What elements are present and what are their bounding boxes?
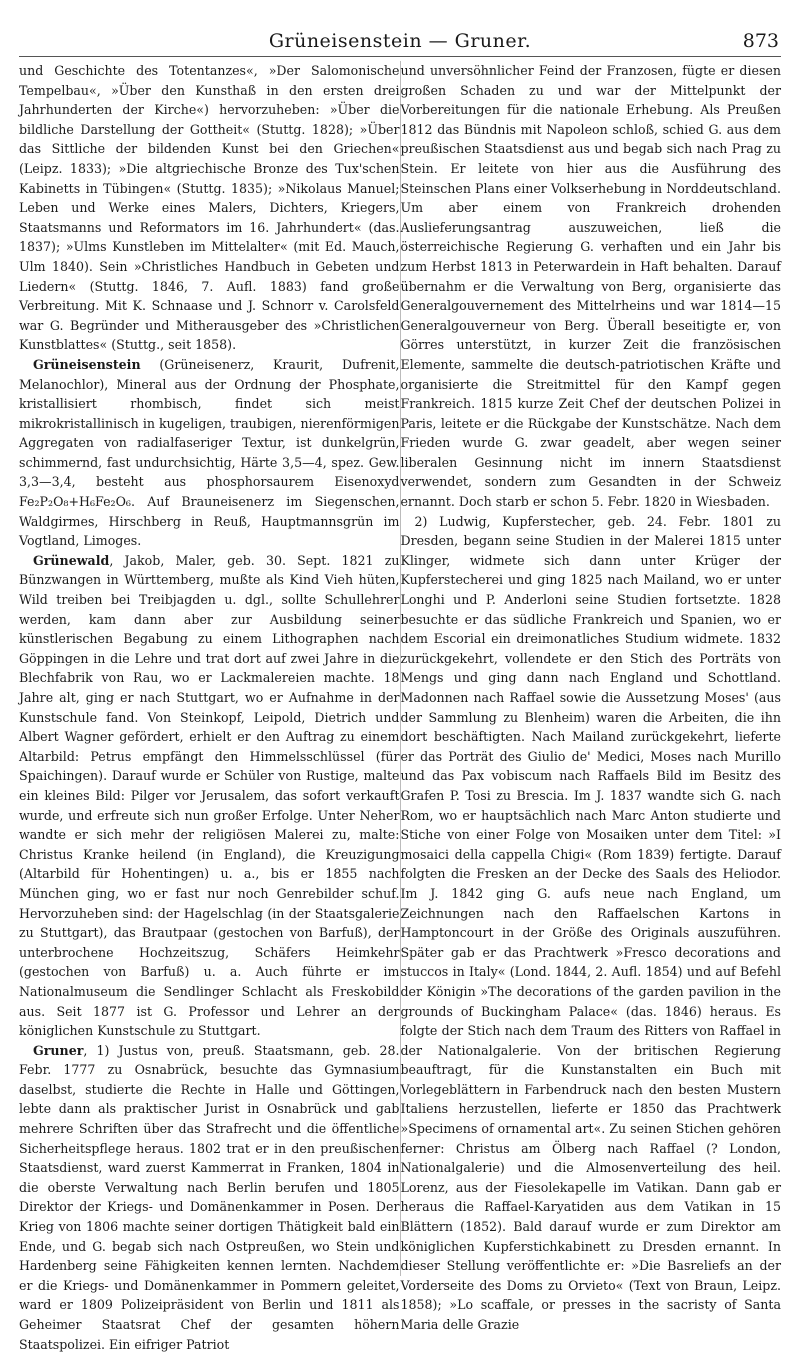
- entry-continuation: und Geschichte des Totentanzes«, »Der Salomonische Tempelbau«, »Über den Kunsthaß in den ersten drei Jahrhunderten der Kirche«) hervorzuheben: »Über die bildliche Darstellung der Gottheit« (Stuttg. 1828); »Über das Sittliche der bildenden Kunst bei den Griechen« (Leipz. 1833); »Die altgriechische Bronze des Tux'schen Kabinetts in Tübingen« (Stuttg. 1835); »Nikolaus Manuel; Leben und Werke eines Malers, Dichters, Kriegers, Staatsmanns und Reformators im 16. Jahrhundert« (das. 1837); »Ulms Kunstleben im Mittelalter« (mit Ed. Mauch, Ulm 1840). Sein »Christliches Handbuch in Gebeten und Liedern« (Stuttg. 1846, 7. Aufl. 1883) fand große Verbreitung. Mit K. Schnaase und J. Schnorr v. Carolsfeld war G. Begründer und Mitherausgeber des »Christlichen Kunstblattes« (Stuttg., seit 1858).: [19, 63, 400, 353]
- running-title: Grüneisenstein — Gruner.: [268, 30, 532, 52]
- entry-gruenewald: [19, 551, 400, 1041]
- entry-body: , 1) Justus von, preuß. Staatsmann, geb. 28. Febr. 1777 zu Osnabrück, besuchte das Gymnasium daselbst, studierte die Rechte in Halle und Göttingen, lebte dann als praktischer Jurist in Osnabrück und gab mehrere Schriften über das Strafrecht und die öffentliche Sicherheitspflege heraus. 1802 trat er in den preußischen Staatsdienst, ward zuerst Kammerrat in Franken, 1804 in die oberste Verwaltung nach Berlin berufen und 1805 Direktor der Kriegs- und Domänenkammer in Posen. Der Krieg von 1806 machte seiner dortigen Thätigkeit bald ein Ende, und G. begab sich nach Ostpreußen, wo Stein und Hardenberg seine Fähigkeiten kennen lernten. Nachdem er die Kriegs- und Domänenkammer in Pommern geleitet, ward er 1809 Polizeipräsident von Berlin und 1811 als Geheimer Staatsrat Chef der gesamten höhern Staatspolizei. Ein eifriger Patriot: [19, 1042, 400, 1352]
- page-number: 873: [742, 30, 779, 52]
- text-columns: [19, 61, 781, 1352]
- entry-gruner: [19, 1041, 400, 1354]
- entry-body: (Grüneisenerz, Kraurit, Dufrenit, Melanochlor), Mineral aus der Ordnung der Phosphate, kristallisiert rhombisch, findet sich meist mikrokristallinisch in kugeligen, traubigen, nierenförmigen Aggregaten von radialfaseriger Textur, ist dunkelgrün, schimmernd, fast undurchsichtig, Härte 3,5—4, spez. Gew. 3,3—3,4, besteht aus phosphorsaurem Eisenoxyd Fe₂P₂O₈+H₆Fe₂O₆. Auf Brauneisenerz im Siegenschen, Waldgirmes, Hirschberg in Reuß, Hauptmannsgrün im Vogtland, Limoges.: [19, 356, 400, 549]
- entry-gruner-ludwig: 2) Ludwig, Kupferstecher, geb. 24. Febr. 1801 zu Dresden, begann seine Studien in der Malerei 1815 unter Klinger, widmete sich dann unter Krüger der Kupferstecherei und ging 1825 nach Mailand, wo er unter Longhi und P. Anderloni seine Studien fortsetzte. 1828 besuchte er das südliche Frankreich und Spanien, wo er dem Escorial ein dreimonatliches Studium widmete. 1832 zurückgekehrt, vollendete er den Stich des Porträts von Mengs und ging dann nach England und Schottland. Madonnen nach Raffael sowie die Aussetzung Moses' (aus der Sammlung zu Blenheim) waren die Arbeiten, die ihn dort beschäftigten. Nach Mailand zurückgekehrt, lieferte er das Porträt des Giulio de' Medici, Moses nach Murillo und das Pax vobiscum nach Raffaels Bild im Besitz des Grafen P. Tosi zu Brescia. Im J. 1837 wandte sich G. nach Rom, wo er hauptsächlich nach Marc Anton studierte und Stiche von einer Folge von Mosaiken unter dem Titel: »I mosaici della cappella Chigi« (Rom 1839) fertigte. Darauf folgten die Fresken an der Decke des Saals des Heliodor. Im J. 1842 ging G. aufs neue nach England, um Zeichnungen nach den Raffaelschen Kartons in Hamptoncourt in der Größe des Originals auszuführen. Später gab er das Prachtwerk »Fresco decorations and stuccos in Italy« (Lond. 1844, 2. Aufl. 1854) und auf Befehl der Königin »The decorations of the garden pavilion in the grounds of Buckingham Palace« (das. 1846) heraus. Es folgte der Stich nach dem Traum des Ritters von Raffael in der Nationalgalerie. Von der britischen Regierung beauftragt, für die Kunstanstalten ein Buch mit Vorlegeblättern in Farbendruck nach den besten Mustern Italiens herzustellen, lieferte er 1850 das Prachtwerk »Specimens of ornamental art«. Zu seinen Stichen gehören ferner: Christus am Ölberg nach Raffael (? London, Nationalgalerie) und die Almosenverteilung des heil. Lorenz, aus der Fiesolekapelle im Vatikan. Dann gab er heraus die Raffael-Karyatiden aus dem Vatikan in 15 Blättern (1852). Bald darauf wurde er zum Direktor am königlichen Kupferstichkabinett zu Dresden ernannt. In dieser Stellung veröffentlichte er: »Die Basreliefs an der Vorderseite des Doms zu Orvieto« (Text von Braun, Leipz. 1858); »Lo scaffale, or presses in the sacristy of Santa Maria delle Grazie: [400, 513, 781, 1332]
- page-header: [19, 30, 781, 57]
- headword: Grünewald: [33, 552, 110, 568]
- left-column: [19, 61, 400, 1352]
- entry-body: , Jakob, Maler, geb. 30. Sept. 1821 zu Bünzwangen in Württemberg, mußte als Kind Vieh hüten, Wild treiben bei Treibjagden u. dgl., sollte Schullehrer werden, kam dann aber zur Ausbildung seiner künstlerischen Begabung zu einem Lithographen nach Göppingen in die Lehre und trat dort auf zwei Jahre in die Blechfabrik von Rau, wo er Lackmalereien machte. 18 Jahre alt, ging er nach Stuttgart, wo er Aufnahme in der Kunstschule fand. Von Steinkopf, Leipold, Dietrich und Albert Wagner gefördert, erhielt er den Auftrag zu einem Altarbild: Petrus empfängt den Himmelsschlüssel (für Spaichingen). Darauf wurde er Schüler von Rustige, malte ein kleines Bild: Pilger vor Jerusalem, das sofort verkauft wurde, und erfreute sich nun großer Erfolge. Unter Neher wandte er sich mehr der religiösen Malerei zu, malte: Christus Kranke heilend (in England), die Kreuzigung (Altarbild für Hohentingen) u. a., bis er 1855 nach München ging, wo er fast nur noch Genrebilder schuf. Hervorzuheben sind: der Hagelschlag (in der Staatsgalerie zu Stuttgart), das Brautpaar (gestochen von Barfuß), der unterbrochene Hochzeitszug, Schäfers Heimkehr (gestochen von Barfuß) u. a. Auch führte er im Nationalmuseum die Sendlinger Schlacht als Freskobild aus. Seit 1877 ist G. Professor und Lehrer an der königlichen Kunstschule zu Stuttgart.: [19, 552, 400, 1039]
- right-column: [400, 61, 781, 1332]
- entry-continuation: und unversöhnlicher Feind der Franzosen, fügte er diesen großen Schaden zu und war der Mittelpunkt der Vorbereitungen für die nationale Erhebung. Als Preußen 1812 das Bündnis mit Napoleon schloß, schied G. aus dem preußischen Staatsdienst aus und begab sich nach Prag zu Stein. Er leitete von hier aus die Ausführung des Steinschen Plans einer Volkserhebung in Norddeutschland. Um aber einem von Frankreich drohenden Auslieferungsantrag auszuweichen, ließ die österreichische Regierung G. verhaften und ein Jahr bis zum Herbst 1813 in Peterwardein in Haft behalten. Darauf übernahm er die Verwaltung von Berg, organisierte das Generalgouvernement des Mittelrheins und war 1814—15 Generalgouverneur von Berg. Überall beseitigte er, von Görres unterstützt, in kurzer Zeit die französischen Elemente, sammelte die deutsch-patriotischen Kräfte und organisierte die Streitmittel für den Kampf gegen Frankreich. 1815 kurze Zeit Chef der deutschen Polizei in Paris, leitete er die Rückgabe der Kunstschätze. Nach dem Frieden wurde G. zwar geadelt, aber wegen seiner liberalen Gesinnung nicht im innern Staatsdienst verwendet, sondern zum Gesandten in der Schweiz ernannt. Doch starb er schon 5. Febr. 1820 in Wiesbaden.: [400, 63, 781, 510]
- entry-grueneisenstein: [19, 355, 400, 551]
- headword: Gruner: [33, 1042, 84, 1058]
- headword: Grüneisenstein: [33, 356, 141, 372]
